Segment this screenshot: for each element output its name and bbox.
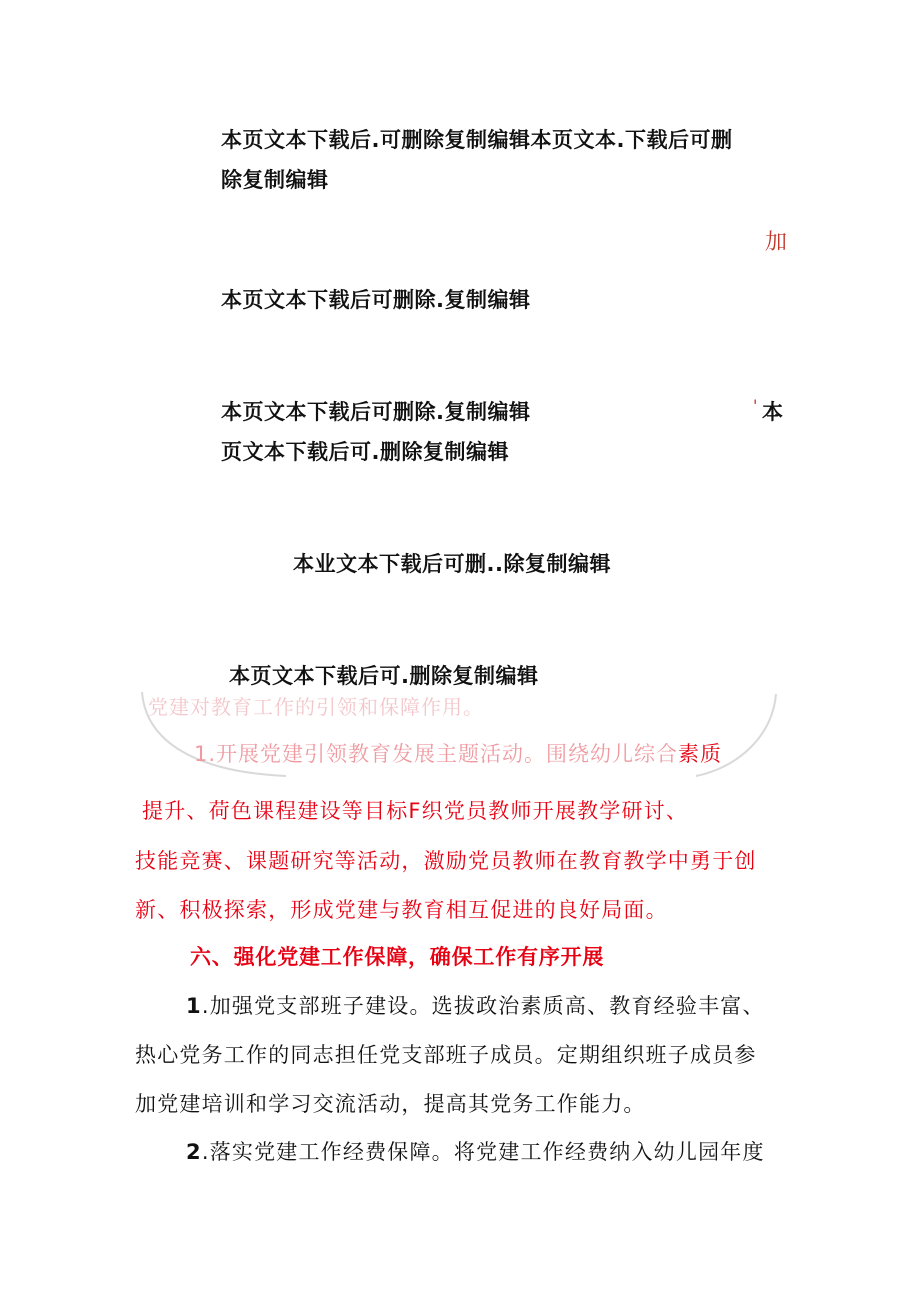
stray-tick-mark: ' xyxy=(753,396,758,415)
section-heading: 六、强化党建工作保障，确保工作有序开展 xyxy=(190,945,605,969)
red-paragraph-line-2: 技能竞赛、课题研究等活动，激励党员教师在教育教学中勇于创 xyxy=(135,849,757,873)
boilerplate-line-6: 本业文本下载后可删..除复制编辑 xyxy=(293,552,611,576)
boilerplate-line-1: 本页文本下载后.可删除复制编辑本页文本.下载后可删 xyxy=(221,128,733,152)
item-1-line-2: 热心党务工作的同志担任党支部班子成员。定期组织班子成员参 xyxy=(135,1043,757,1067)
red-paragraph-line-3: 新、积极探索，形成党建与教育相互促进的良好局面。 xyxy=(135,898,668,922)
item-1-line-3: 加党建培训和学习交流活动，提高其党务工作能力。 xyxy=(135,1092,646,1116)
item-2-number: 2 xyxy=(186,1140,202,1164)
red-paragraph-line-1: 提升、荷色课程建设等目标F织党员教师开展教学研讨、 xyxy=(142,799,689,823)
boilerplate-line-4-right: 本 xyxy=(762,400,784,424)
faded-text-line-a: 党建对教育工作的引领和保障作用。 xyxy=(148,695,484,719)
faded-text-line-b xyxy=(194,738,722,768)
faded-text-line-b-faint: 1.开展党建引领教育发展主题活动。围绕幼儿综合 xyxy=(194,742,679,766)
boilerplate-line-2: 除复制编辑 xyxy=(221,168,329,192)
item-2-line-1 xyxy=(186,1136,765,1166)
item-1-number: 1 xyxy=(186,994,202,1018)
item-1-line-1-text: .加强党支部班子建设。选拔政治素质高、教育经验丰富、 xyxy=(201,994,765,1018)
faded-text-line-b-strong: 素质 xyxy=(678,742,723,766)
item-1-line-1 xyxy=(186,990,765,1020)
boilerplate-line-3: 本页文本下载后可删除.复制编辑 xyxy=(221,288,531,312)
item-2-line-1-text: .落实党建工作经费保障。将党建工作经费纳入幼儿园年度 xyxy=(201,1140,765,1164)
boilerplate-line-5: 页文本下载后可.删除复制编辑 xyxy=(221,440,509,464)
boilerplate-line-4: 本页文本下载后可删除.复制编辑 xyxy=(221,400,531,424)
stray-char-jia: 加 xyxy=(765,230,788,255)
boilerplate-line-7: 本页文本下载后可.删除复制编辑 xyxy=(229,664,539,688)
